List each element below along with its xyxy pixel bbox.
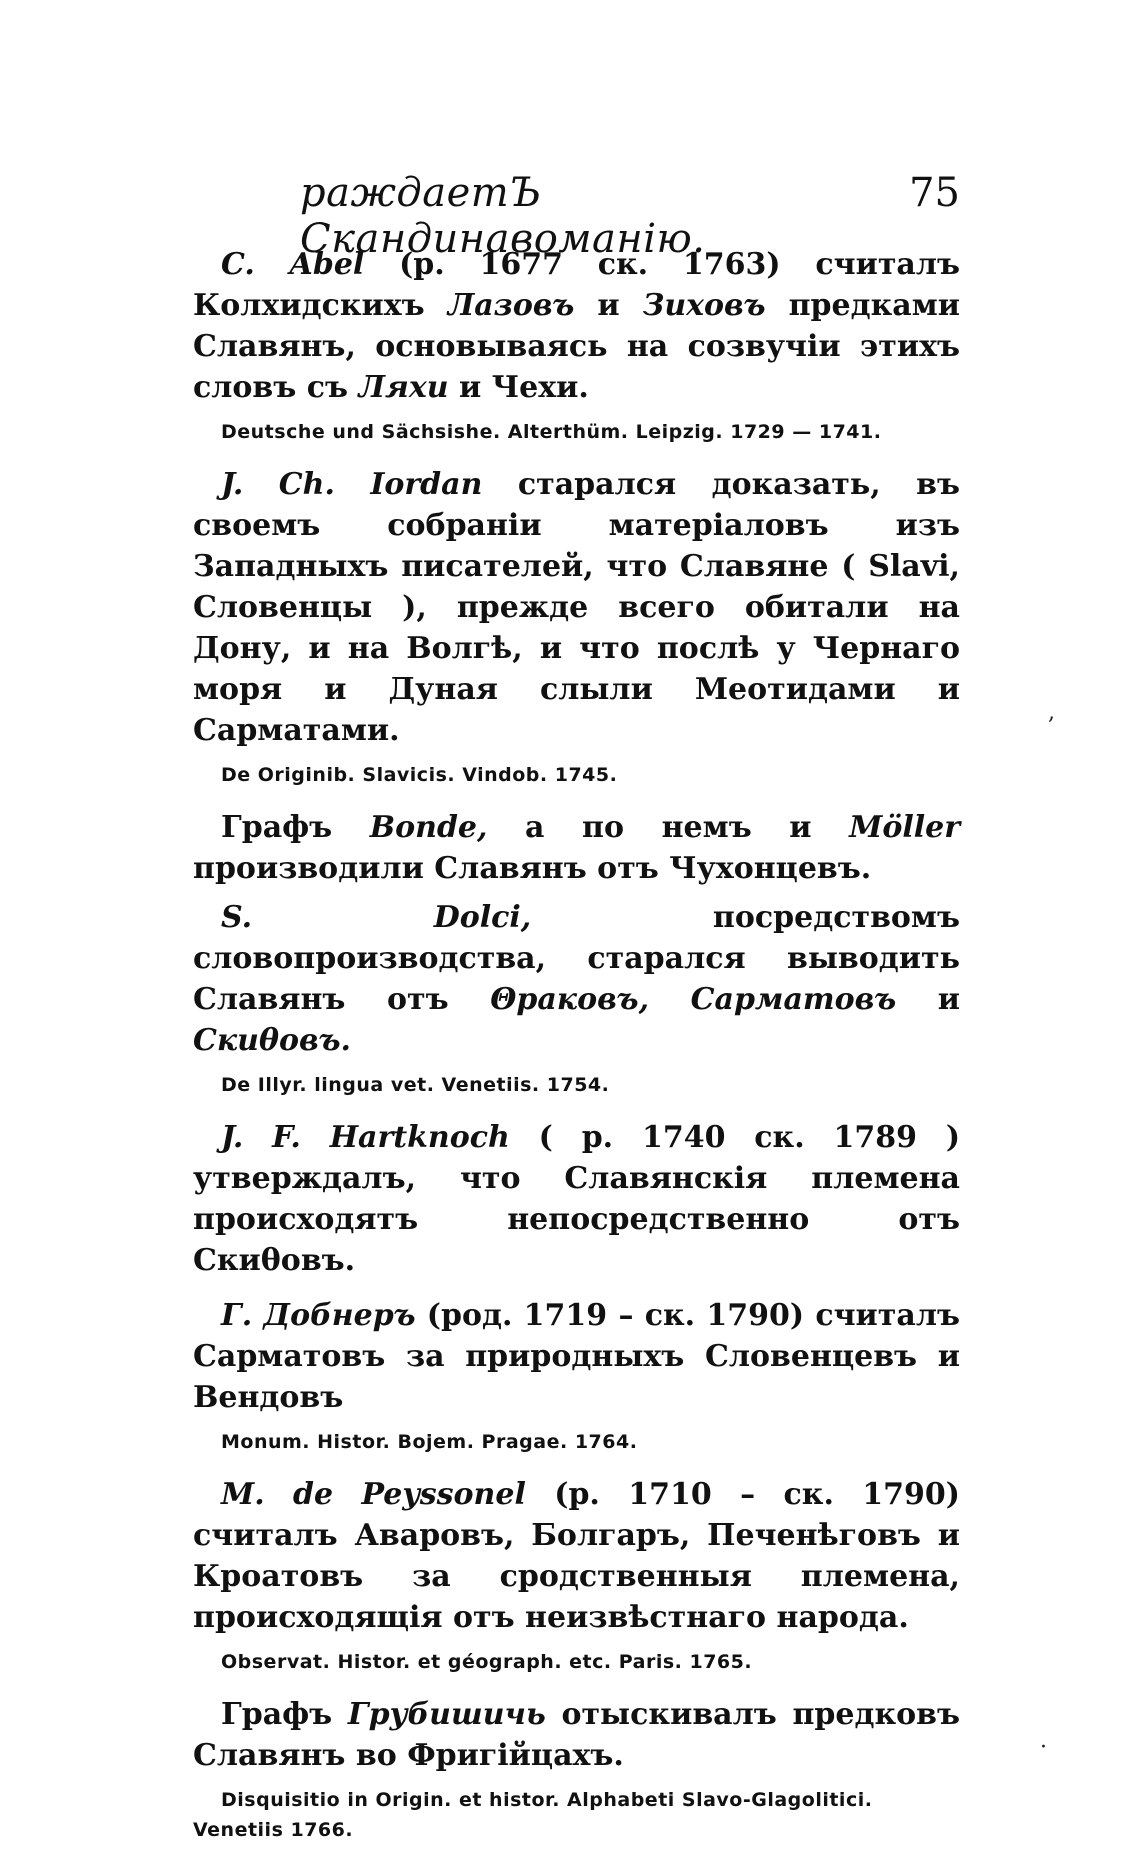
entry-text: и [896,982,960,1017]
entry-italic: Грубишичь [347,1697,546,1732]
entry-text: предками Славянъ, основываясь на созвучіи этихъ словъ съ [193,288,961,405]
entry-text: отыскивалъ предковъ Славянъ во Фригійцахъ. [193,1697,960,1773]
entry-italic: Ляхи [358,370,449,405]
entry-dobner [193,1295,960,1418]
entry-italic: Möller [849,810,961,845]
entry-abel [193,244,960,408]
margin-mark: · [1040,1735,1047,1760]
entry-text: (род. 1719 – ск. 1790) считалъ Сарматовъ за природныхъ Словенцевъ и Вендовъ [193,1298,960,1415]
entry-dolci [193,897,960,1061]
entry-italic: Bonde, [369,810,488,845]
entry-peyssonel [193,1474,960,1638]
entry-bonde [193,807,960,889]
entry-italic: Лазовъ [447,288,575,323]
entry-text: а по немъ и [487,810,850,845]
entry-iordan [193,464,960,751]
margin-mark: , [1048,700,1055,725]
citation: De Originib. Slavicis. Vindob. 1745. [221,764,618,786]
entry-italic: Θраковъ, [490,982,650,1017]
page-number: 75 [909,170,960,216]
entry-italic: Сарматовъ [690,982,897,1017]
running-head [300,170,960,262]
author-name: Г. Добнеръ [221,1298,416,1333]
author-name: S. Dolci, [221,900,532,935]
entry-text: (р. 1710 – ск. 1790) считалъ Аваровъ, Болгаръ, Печенѣговъ и Кроатовъ за сродственныя племена, происходящія отъ неизвѣстнаго народа. [193,1477,960,1635]
running-title: раждаетЪ Скандинавоманію. [300,170,706,262]
entry-text [649,982,691,1017]
entry-text: Графъ [221,810,370,845]
citation: Monum. Histor. Bojem. Pragae. 1764. [221,1431,638,1453]
page-body [193,244,960,1862]
entry-text: старался доказать, въ своемъ собраніи матеріаловъ изъ Западныхъ писателей, что Славяне ( Slavi, Словенцы ), прежде всего обитали на Дону, и на Волгѣ, и что послѣ у Чернаго моря и Дуная слыли Меотидами и Сарматами. [193,467,960,748]
citation: Disquisitio in Origin. et histor. Alphabeti Slavo-Glagolitici. Venetiis 1766. [193,1789,873,1841]
entry-text: ( р. 1740 ск. 1789 ) утверждалъ, что Славянскія племена происходятъ непосредственно отъ Скиθовъ. [193,1120,961,1278]
entry-italic: Скиθовъ. [193,1023,351,1058]
citation: Observat. Histor. et géograph. etc. Paris. 1765. [221,1651,753,1673]
entry-italic: Зиховъ [642,288,766,323]
entry-text: и Чехи. [448,370,589,405]
author-name: C. Abel [221,247,365,282]
author-name: J. Ch. Iordan [221,467,483,502]
entry-hartknoch [193,1117,960,1281]
citation: Deutsche und Sächsishe. Alterthüm. Leipzig. 1729 — 1741. [221,421,882,443]
entry-text: и [574,288,643,323]
entry-text: Графъ [221,1697,348,1732]
citation: De Illyr. lingua vet. Venetiis. 1754. [221,1074,610,1096]
entry-text: (р. 1677 ск. 1763) считалъ Колхидскихъ [193,247,961,323]
entry-text: производили Славянъ отъ Чухонцевъ. [193,851,872,886]
author-name: J. F. Hartknoch [221,1120,510,1155]
entry-text: посредствомъ словопроизводства, старался выводить Славянъ отъ [193,900,960,1017]
author-name: M. de Peyssonel [221,1477,526,1512]
entry-grubisich [193,1694,960,1776]
